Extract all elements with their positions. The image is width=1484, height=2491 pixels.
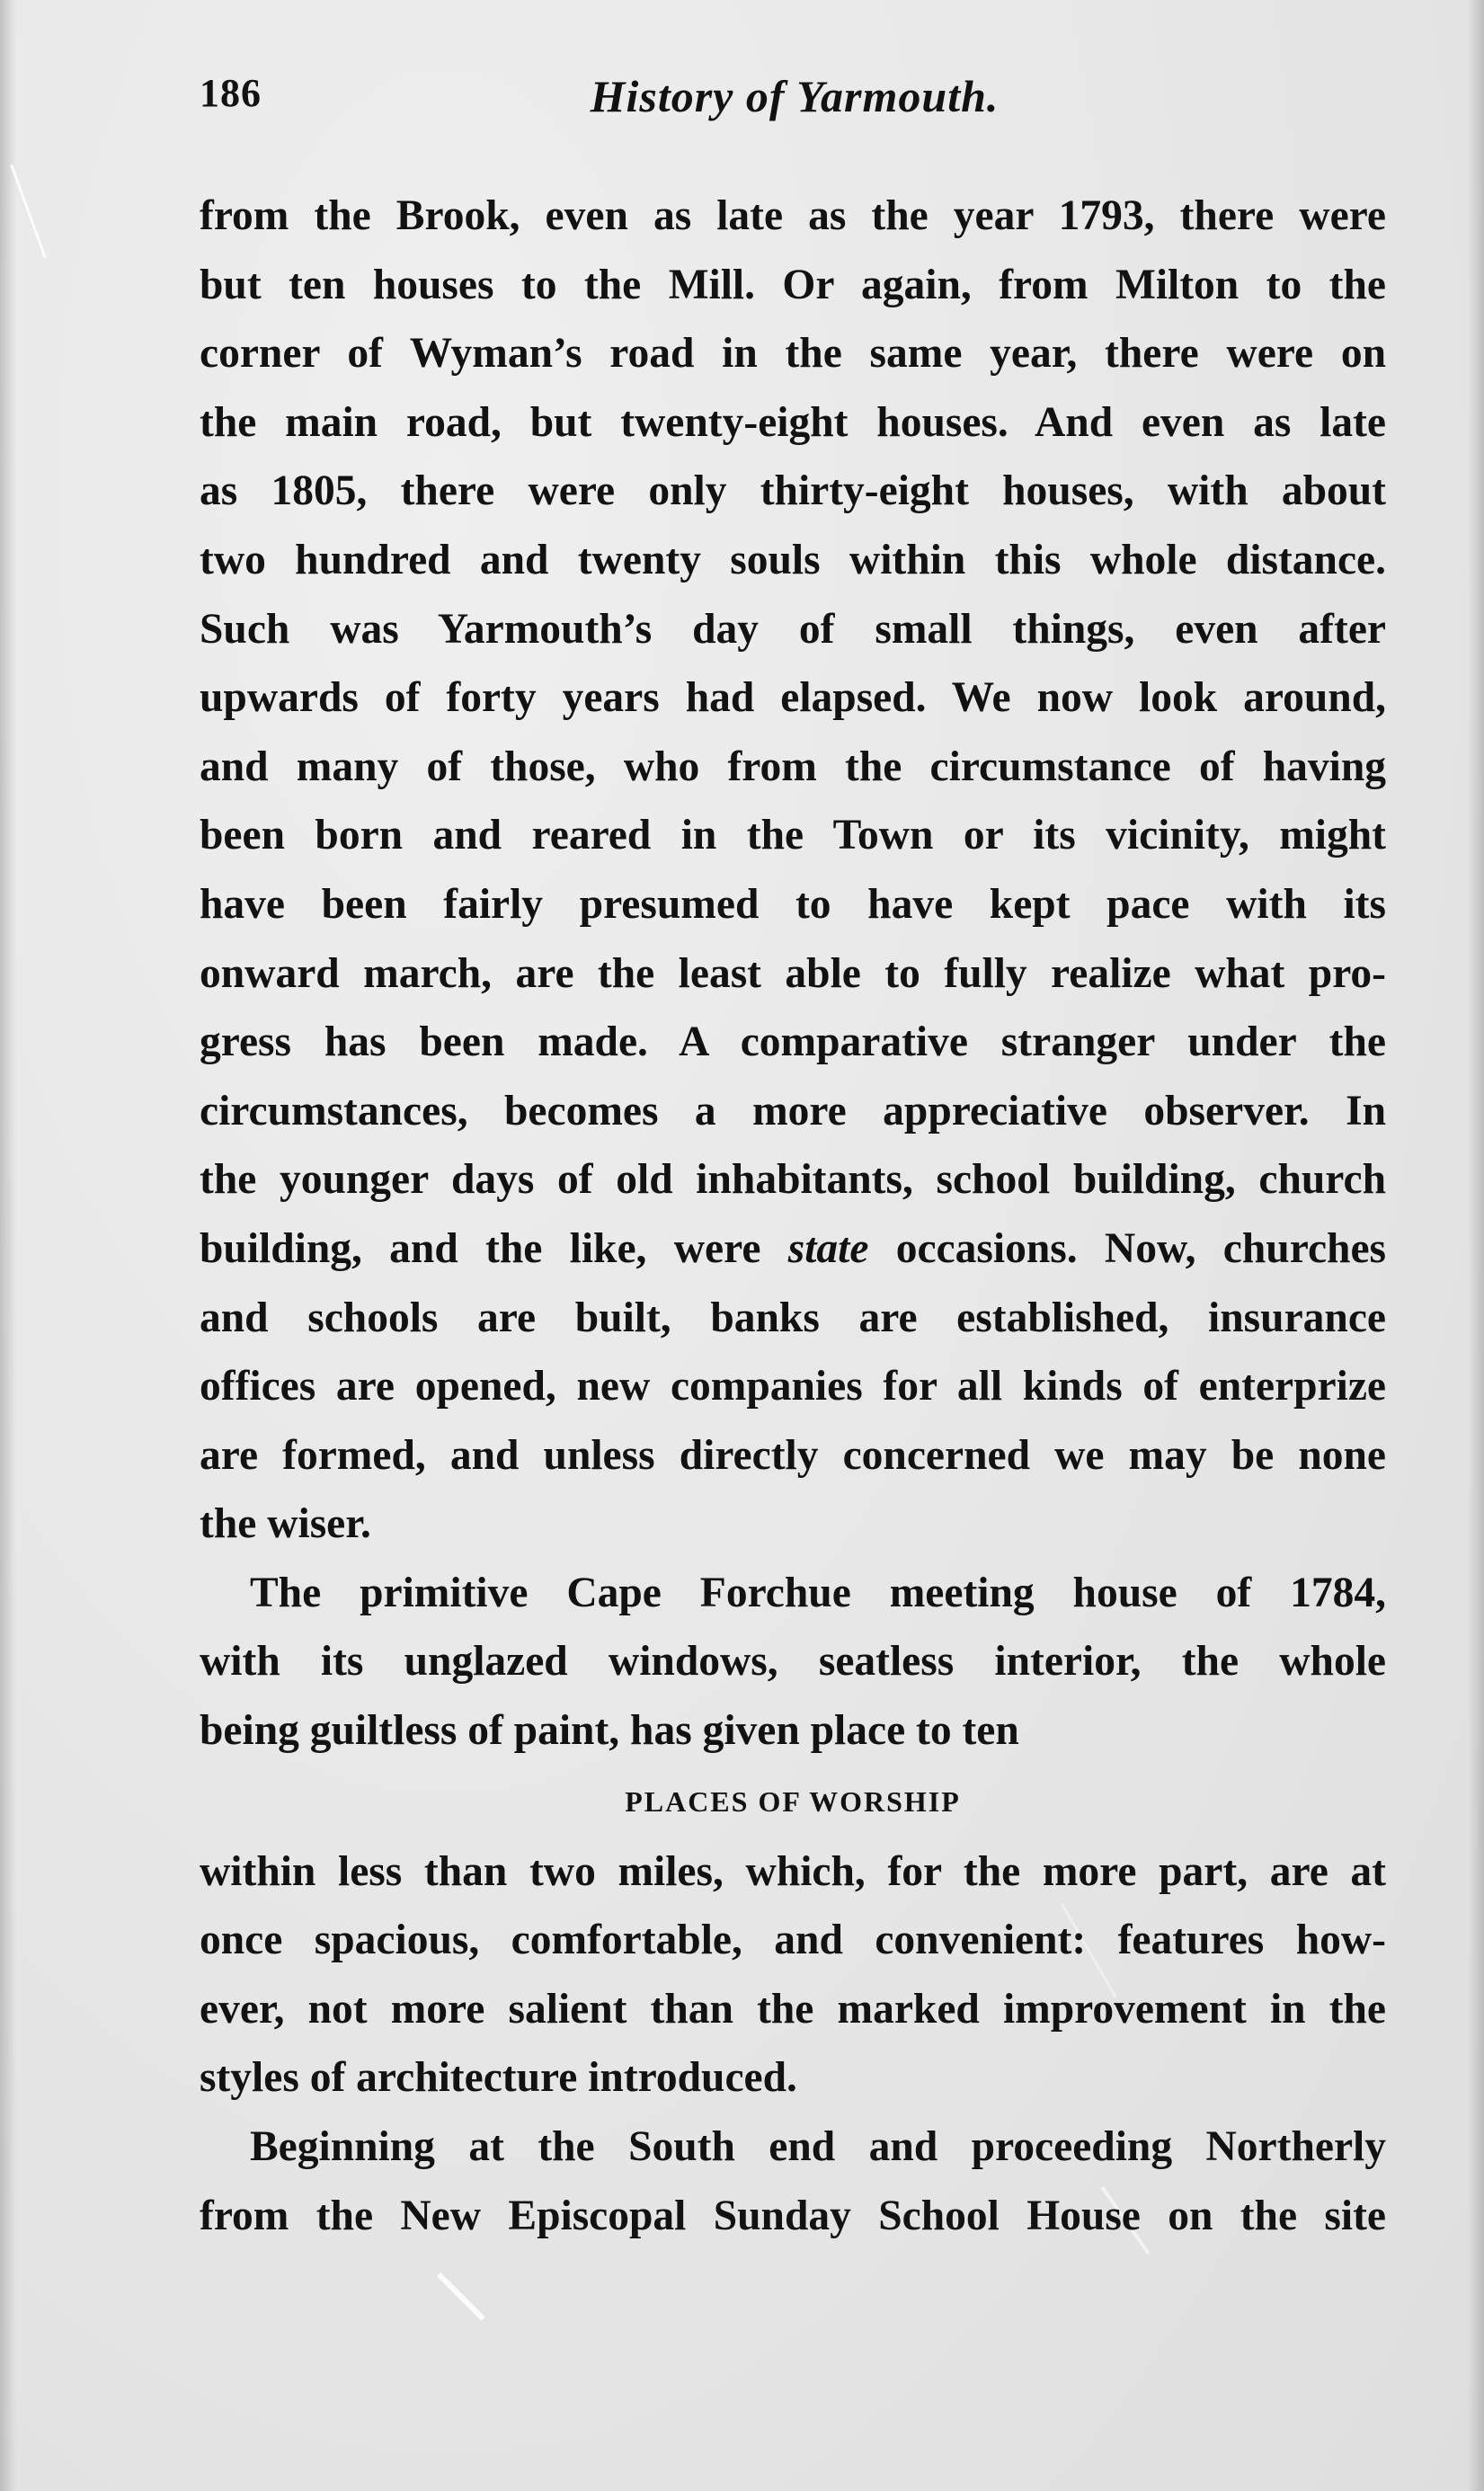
text-line: are formed, and unless directly concerned we may be none (200, 1431, 1386, 1479)
text-line: styles of architecture introduced. (200, 2054, 797, 2102)
text-line: two hundred and twenty souls within this whole distance. (200, 536, 1386, 583)
body-text (200, 182, 1386, 2250)
text-line: ever, not more salient than the marked improvement in the (200, 1985, 1386, 2033)
page-number: 186 (200, 71, 262, 115)
text-line: with its unglazed windows, seatless interior, the whole (200, 1638, 1386, 1686)
page-header (196, 70, 1393, 133)
scan-scratch-mark (437, 2273, 485, 2321)
text-line: but ten houses to the Mill. Or again, from Milton to the (200, 261, 1386, 308)
text-line: gress has been made. A comparative stranger under the (200, 1019, 1386, 1066)
text-line: from the Brook, even as late as the year 1793, there were (200, 192, 1386, 239)
text-line: as 1805, there were only thirty-eight houses, with about (200, 467, 1386, 515)
text-segment: building, and the like, were (200, 1224, 788, 1272)
text-line: and schools are built, banks are established, insurance (200, 1294, 1386, 1341)
scan-shadow-right (1468, 0, 1484, 2491)
text-line: the wiser. (200, 1500, 371, 1548)
text-line: Such was Yarmouth’s day of small things, even after (200, 605, 1386, 653)
text-segment: occasions. Now, churches (868, 1224, 1386, 1272)
text-line: have been fairly presumed to have kept pace with its (200, 880, 1386, 928)
text-line: Beginning at the South end and proceeding Northerly (250, 2123, 1386, 2171)
text-line: onward march, are the least able to fully realize what pro- (200, 949, 1386, 997)
scan-shadow-left (0, 0, 16, 2491)
italic-word: state (787, 1224, 869, 1272)
text-line: from the New Episcopal Sunday School House on the site (200, 2192, 1386, 2239)
text-line: corner of Wyman’s road in the same year, there were on (200, 330, 1386, 378)
text-line: upwards of forty years had elapsed. We now look around, (200, 674, 1386, 722)
text-line: circumstances, becomes a more appreciative observer. In (200, 1087, 1386, 1134)
section-heading: PLACES OF WORSHIP (625, 1784, 961, 1818)
running-title: History of Yarmouth. (590, 71, 1000, 121)
text-line: and many of those, who from the circumstance of having (200, 743, 1386, 790)
text-line: being guiltless of paint, has given place to ten (200, 1707, 1019, 1755)
text-line: the main road, but twenty-eight houses. And even as late (200, 398, 1386, 446)
text-line: been born and reared in the Town or its vicinity, might (200, 812, 1386, 859)
text-line: The primitive Cape Forchue meeting house of 1784, (250, 1569, 1386, 1616)
text-line: within less than two miles, which, for the more part, are at (200, 1847, 1386, 1895)
text-line: offices are opened, new companies for all kinds of enterprize (200, 1363, 1386, 1410)
text-line: once spacious, comfortable, and convenient: features how- (200, 1917, 1386, 1964)
text-line: the younger days of old inhabitants, school building, church (200, 1156, 1386, 1204)
text-line (200, 1214, 1386, 1284)
